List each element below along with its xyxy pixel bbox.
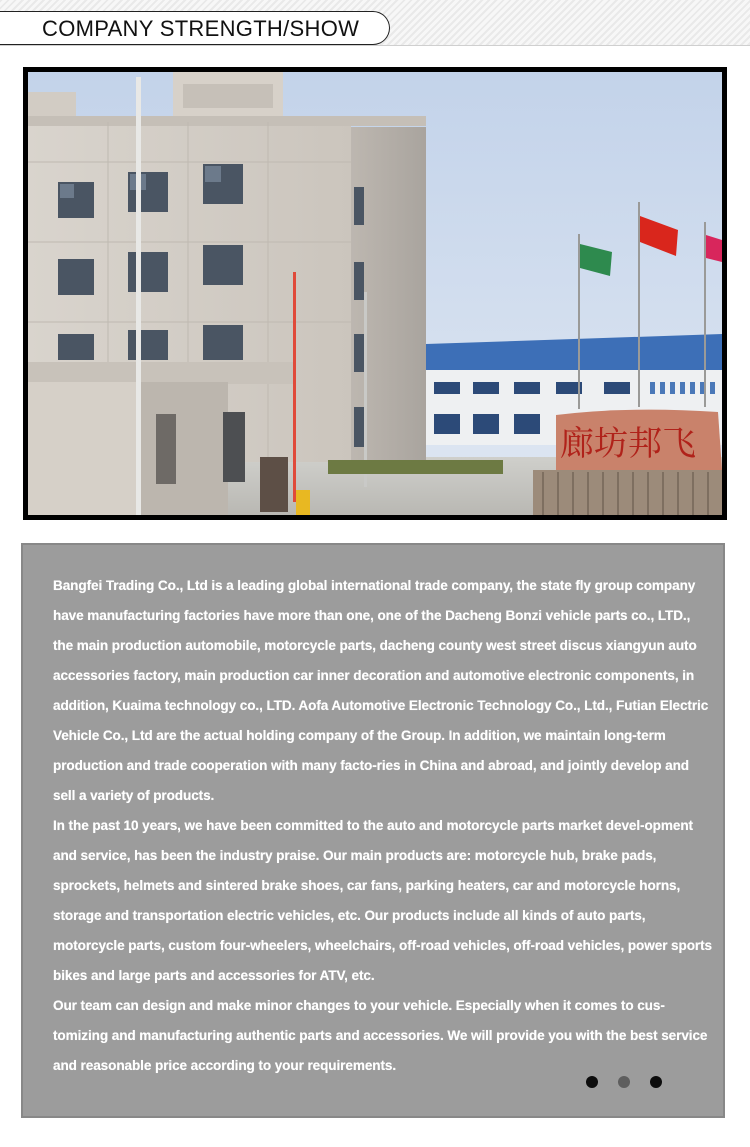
svg-text:廊坊邦飞: 廊坊邦飞: [560, 424, 696, 464]
company-photo-frame: [23, 67, 727, 520]
carousel-dot[interactable]: [650, 1076, 662, 1088]
factory-building-photo: [28, 72, 722, 515]
description-paragraph-2: In the past 10 years, we have been committed to the auto and motorcycle parts market devel-opment and service, has been the industry praise. Our main products are: motorcycle hub, brake pads, sprockets, helmets and sintered brake shoes, car fans, parking heaters, car and motorcycle horns, storage and transportation electric vehicles, etc. Our products include all kinds of auto parts, motorcycle parts, custom four-wheelers, wheelchairs, off-road vehicles, off-road vehicles, power sports bikes and large parts and accessories for ATV, etc.: [53, 818, 713, 983]
carousel-dots: [586, 1075, 662, 1089]
description-paragraph-3: Our team can design and make minor changes to your vehicle. Especially when it comes to cus-tomizing and manufacturing authentic parts and accessories. We will provide you with the best service and reasonable price according to your requirements.: [53, 998, 708, 1073]
company-description-panel: [21, 543, 725, 1118]
carousel-dot-active[interactable]: [618, 1076, 630, 1088]
carousel-dot[interactable]: [586, 1076, 598, 1088]
description-paragraph-1: Bangfei Trading Co., Ltd is a leading global international trade company, the state fly group company have manufacturing factories have more than one, one of the Dacheng Bonzi vehicle parts co., LTD., the main production automobile, motorcycle parts, dacheng county west street discus xiangyun auto accessories factory, main production car inner decoration and automotive electronic components, in addition, Kuaima technology co., LTD. Aofa Automotive Electronic Technology Co., Ltd., Futian Electric Vehicle Co., Ltd are the actual holding company of the Group. In addition, we maintain long-term production and trade cooperation with many facto-ries in China and abroad, and jointly develop and sell a variety of products.: [53, 578, 709, 803]
section-header: [0, 0, 750, 46]
header-divider: [0, 45, 750, 46]
section-title: COMPANY STRENGTH/SHOW: [42, 16, 360, 41]
description-text: [53, 571, 713, 1081]
